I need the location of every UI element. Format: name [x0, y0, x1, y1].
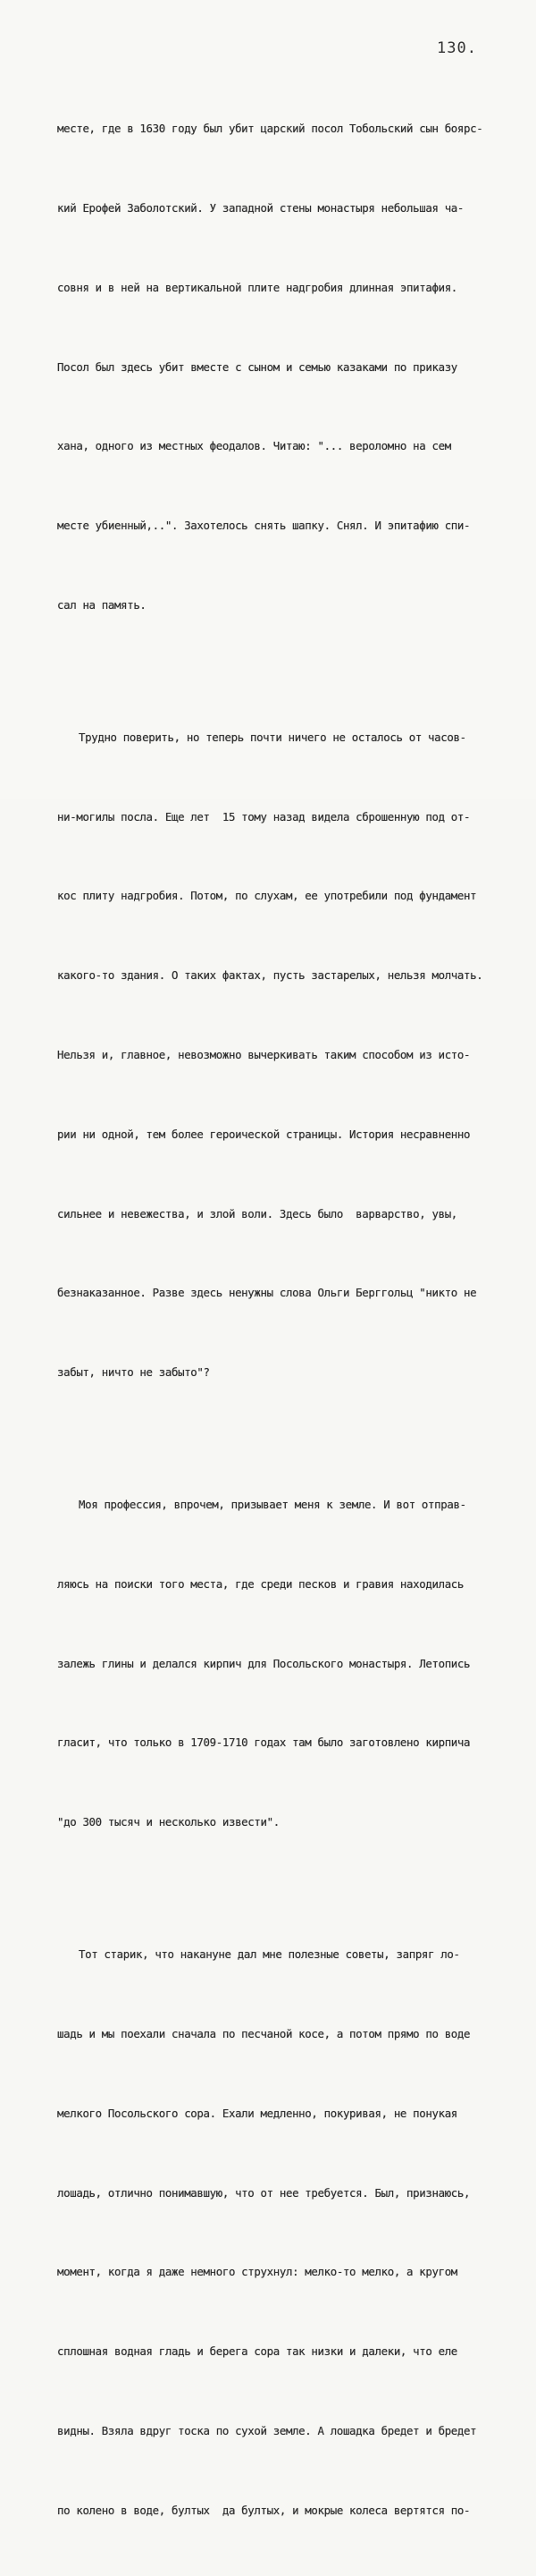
- text-line: сильнее и невежества, и злой воли. Здесь было варварство, увы,: [57, 1206, 457, 1220]
- text-line: месте, где в 1630 году был убит царский посол Тобольский сын боярс-: [57, 122, 483, 136]
- text-line: Тот старик, что накануне дал мне полезные советы, запряг ло-: [79, 1947, 460, 1962]
- text-line: видны. Взяла вдруг тоска по сухой земле. А лошадка бредет и бредет: [57, 2423, 477, 2437]
- text-line: ляюсь на поиски того места, где среди песков и гравия находилась: [57, 1576, 465, 1591]
- text-line: безнаказанное. Разве здесь ненужны слова Ольги Берггольц "никто не: [57, 1286, 477, 1300]
- text-line: "до 300 тысяч и несколько извести".: [57, 1815, 280, 1829]
- text-line: сплошная водная гладь и берега сора так низки и далеки, что еле: [57, 2344, 457, 2359]
- text-line: Трудно поверить, но теперь почти ничего не осталось от часов-: [79, 730, 466, 744]
- text-line: месте убиенный,..". Захотелось снять шапку. Снял. И эпитафию спи-: [57, 519, 471, 533]
- text-line: лошадь, отлично понимавшую, что от нее требуется. Был, признаюсь,: [57, 2185, 471, 2200]
- text-line: кий Ерофей Заболотский. У западной стены монастыря небольшая ча-: [57, 200, 465, 215]
- text-line: забыт, ничто не забыто"?: [57, 1365, 210, 1380]
- text-line: кос плиту надгробия. Потом, по слухам, ее употребили под фундамент: [57, 889, 477, 903]
- paragraph: [57, 671, 517, 1439]
- text-line: момент, когда я даже немного струхнул: мелко-то мелко, а кругом: [57, 2265, 457, 2279]
- text-line: совня и в ней на вертикальной плите надгробия длинная эпитафия.: [57, 280, 457, 294]
- text-line: гласит, что только в 1709-1710 годах там было заготовлено кирпича: [57, 1736, 471, 1750]
- text-line: по колено в воде, бултых да бултых, и мокрые колеса вертятся по-: [57, 2503, 471, 2517]
- text-line: какого-то здания. О таких фактах, пусть застарелых, нельзя молчать.: [57, 968, 483, 983]
- text-line: мелкого Посольского сора. Ехали медленно, покуривая, не понукая: [57, 2106, 457, 2120]
- paragraph: [57, 1888, 517, 2576]
- text-line: залежь глины и делался кирпич для Посольского монастыря. Летопись: [57, 1656, 471, 1670]
- text-line: Нельзя и, главное, невозможно вычеркивать таким способом из исто-: [57, 1047, 471, 1061]
- page-number: 130.: [437, 39, 477, 57]
- text-line: ни-могилы посла. Еще лет 15 тому назад видела сброшенную под от-: [57, 809, 471, 823]
- text-line: рии ни одной, тем более героической страницы. История несравненно: [57, 1127, 471, 1141]
- text-line: шадь и мы поехали сначала по песчаной косе, а потом прямо по воде: [57, 2026, 471, 2040]
- document-body: [57, 63, 517, 2576]
- paragraph: [57, 1439, 517, 1888]
- text-line: Моя профессия, впрочем, призывает меня к земле. И вот отправ-: [79, 1498, 466, 1512]
- text-line: Посол был здесь убит вместе с сыном и семью казаками по приказу: [57, 359, 457, 374]
- text-line: сал на память.: [57, 597, 147, 612]
- paragraph: [57, 63, 517, 671]
- text-line: хана, одного из местных феодалов. Читаю: "... вероломно на сем: [57, 439, 451, 453]
